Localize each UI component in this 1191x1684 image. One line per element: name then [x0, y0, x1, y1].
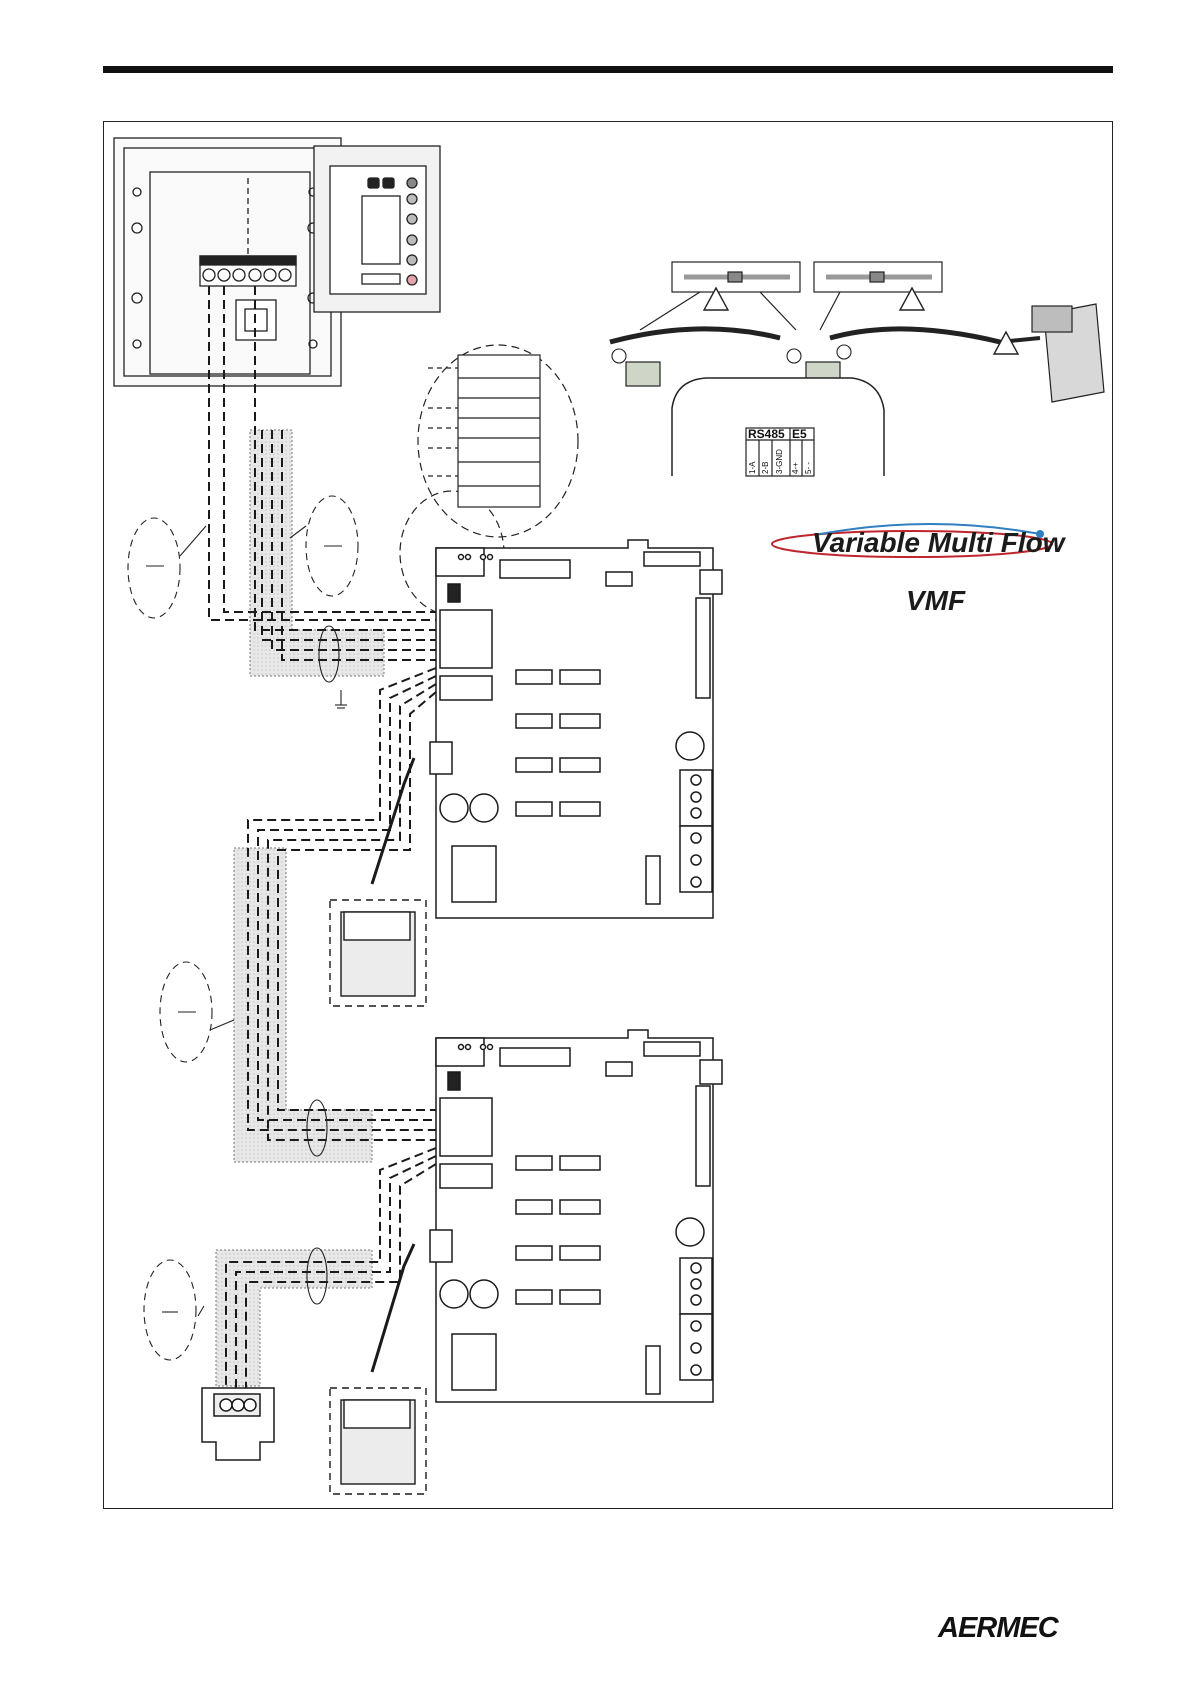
svg-text:3-GND: 3-GND: [775, 449, 784, 474]
warning-icon: [704, 288, 1018, 354]
shielded-cable: [216, 430, 384, 1386]
svg-text:4-+: 4-+: [791, 462, 800, 474]
sensor-box-1: [330, 758, 426, 1006]
controller-board-2: [430, 1030, 722, 1402]
rs485-label: RS485: [748, 427, 785, 441]
controller-board-1: [430, 540, 722, 918]
svg-text:2-B: 2-B: [761, 461, 770, 474]
brand-footer-logo: AERMEC: [938, 1612, 1058, 1644]
rj-terminal: [202, 1388, 274, 1460]
logo-vmf: VMF: [906, 585, 966, 616]
control-panel-display: [314, 146, 440, 312]
rs485-detail: [610, 262, 1104, 476]
vmf-logo: [772, 524, 1067, 616]
e5-label: E5: [792, 427, 807, 441]
logo-tagline: Variable Multi Flow: [812, 527, 1065, 558]
svg-text:1-A: 1-A: [748, 461, 757, 474]
svg-text:5- -: 5- -: [804, 462, 813, 474]
dashed-wiring: [209, 286, 436, 1388]
